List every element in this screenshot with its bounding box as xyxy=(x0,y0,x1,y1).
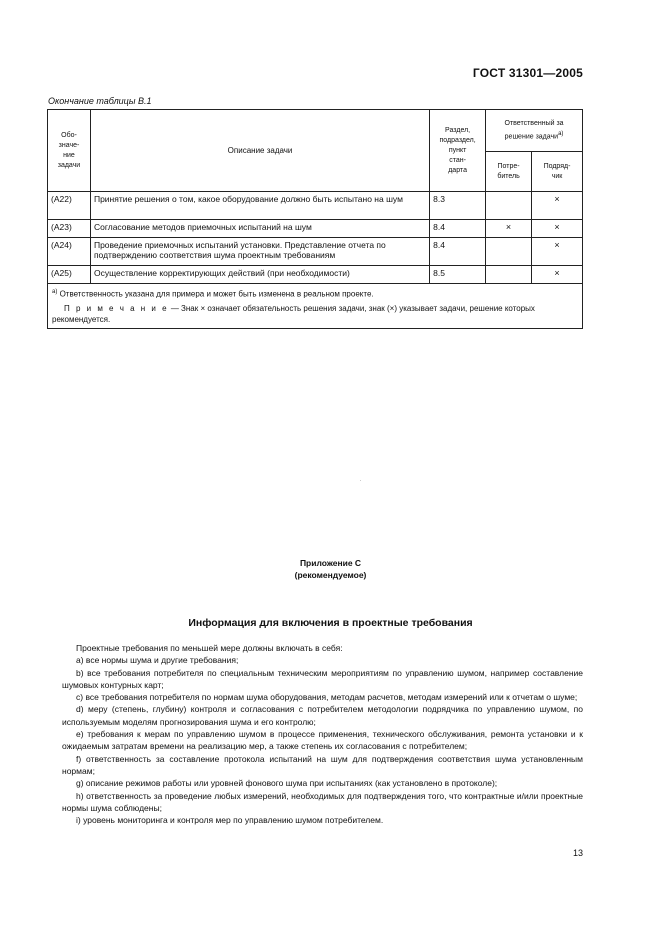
header-responsible xyxy=(486,110,583,152)
body-list-item: d) меру (степень, глубину) контроля и согласования с потребителем методологии подрядчика по управлению шумом, по используемым моделям прогнозирования шума и его контролю; xyxy=(62,704,583,727)
header-responsible-footnote-mark: а) xyxy=(558,130,564,137)
appendix-title: Приложение С xyxy=(299,558,362,568)
body-text xyxy=(62,642,583,826)
footnote-mark: а) xyxy=(52,289,58,295)
table-row xyxy=(48,192,583,220)
note-label: П р и м е ч а н и е xyxy=(64,303,169,313)
row-contractor-mark: × xyxy=(532,238,583,266)
body-list-item: h) ответственность за проведение любых измерений, необходимых для подтверждения того, что контрактные и/или проектные нормы шума соблюдены; xyxy=(62,790,583,813)
document-standard-number: ГОСТ 31301—2005 xyxy=(472,66,583,80)
body-list-item: c) все требования потребителя по нормам шума оборудования, методам расчетов, методам измерений или к отчетам о шуме; xyxy=(76,692,578,703)
header-code: Обо- значе- ние задачи xyxy=(48,110,91,192)
appendix-heading: Информация для включения в проектные требования xyxy=(188,617,473,629)
row-section: 8.3 xyxy=(430,192,486,220)
row-contractor-mark: × xyxy=(532,266,583,284)
footnote-text: Ответственность указана для примера и может быть изменена в реальном проекте. xyxy=(59,289,374,299)
table-row xyxy=(48,266,583,284)
row-section: 8.4 xyxy=(430,220,486,238)
row-section: 8.5 xyxy=(430,266,486,284)
table-notes xyxy=(48,284,583,329)
table-footnote xyxy=(52,287,578,300)
body-paragraph: Проектные требования по меньшей мере должны включать в себя: xyxy=(76,643,343,653)
row-description: Принятие решения о том, какое оборудование должно быть испытано на шум xyxy=(90,192,429,220)
row-description: Проведение приемочных испытаний установки. Представление отчета по подтверждению соответствия шума проектным требованиям xyxy=(90,238,429,266)
row-description: Осуществление корректирующих действий (при необходимости) xyxy=(90,266,429,284)
row-contractor-mark: × xyxy=(532,192,583,220)
body-list-item: b) все требования потребителя по специальным техническим мероприятиям по управлению шумом, например составление шумовых контурных карт; xyxy=(62,667,583,690)
row-code: (А23) xyxy=(48,220,91,238)
row-code: (А22) xyxy=(48,192,91,220)
header-responsible-label: Ответственный за решение задачи xyxy=(504,119,564,141)
body-list-item: a) все нормы шума и другие требования; xyxy=(76,655,239,666)
row-section: 8.4 xyxy=(430,238,486,266)
header-section: Раздел, подраздел, пункт стан- дарта xyxy=(430,110,486,192)
body-list-item: g) описание режимов работы или уровней фонового шума при испытаниях (как установлено в протоколе); xyxy=(76,778,498,789)
header-description: Описание задачи xyxy=(90,110,429,192)
row-consumer-mark: × xyxy=(486,220,532,238)
body-list-item: i) уровень мониторинга и контроля мер по управлению шумом потребителем. xyxy=(76,815,384,826)
page-number: 13 xyxy=(572,848,583,858)
body-list-item: f) ответственность за составление протокола испытаний на шум для подтверждения соответствия шума установленным нормам; xyxy=(62,753,583,776)
table-note xyxy=(52,303,578,325)
scan-speck xyxy=(360,480,361,481)
table-row xyxy=(48,238,583,266)
row-consumer-mark xyxy=(486,238,532,266)
row-consumer-mark xyxy=(486,192,532,220)
row-code: (А25) xyxy=(48,266,91,284)
row-contractor-mark: × xyxy=(532,220,583,238)
note-text: — Знак × означает обязательность решения задачи, знак (×) указывает задачи, решение которых рекомендуется. xyxy=(52,303,535,324)
header-consumer: Потре- битель xyxy=(486,152,532,192)
row-code: (А24) xyxy=(48,238,91,266)
row-description: Согласование методов приемочных испытаний на шум xyxy=(90,220,429,238)
table-caption: Окончание таблицы В.1 xyxy=(48,96,152,106)
header-contractor: Подряд- чик xyxy=(532,152,583,192)
table-row xyxy=(48,220,583,238)
appendix-status: (рекомендуемое) xyxy=(294,570,367,580)
body-list-item: e) требования к мерам по управлению шумом в процессе применения, технического обслуживания, ремонта установки и к ожидаемым затратам времени на реализацию мер, а также степень их согласования с потребителем; xyxy=(62,729,583,752)
responsibility-table xyxy=(47,109,583,329)
row-consumer-mark xyxy=(486,266,532,284)
